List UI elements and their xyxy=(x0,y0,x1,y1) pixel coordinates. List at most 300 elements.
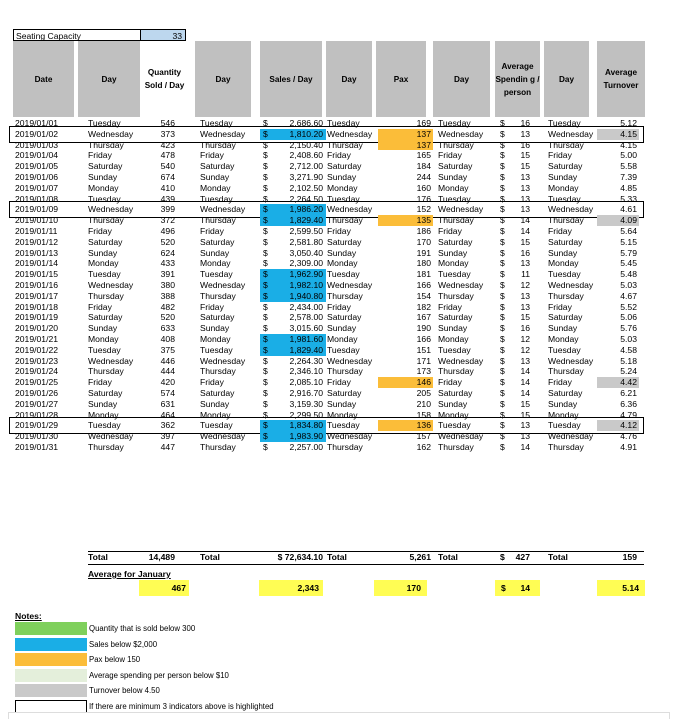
cell-day[interactable]: Tuesday xyxy=(88,420,121,431)
cell-turnover[interactable]: 6.36 xyxy=(620,398,637,409)
cell-day[interactable]: Tuesday xyxy=(438,269,471,280)
cell-day[interactable]: Friday xyxy=(88,226,112,236)
cell-day[interactable]: Friday xyxy=(200,301,224,312)
cell-date[interactable]: 2019/01/27 xyxy=(15,398,59,409)
cell-day[interactable]: Thursday xyxy=(548,215,584,226)
cell-avg-spending[interactable] xyxy=(495,388,535,399)
cell-day[interactable]: Wednesday xyxy=(438,355,484,366)
cell-sales[interactable] xyxy=(260,388,326,399)
cell-day[interactable]: Sunday xyxy=(327,172,357,182)
cell-day[interactable]: Saturday xyxy=(327,312,362,323)
cell-pax[interactable]: 176 xyxy=(416,193,431,204)
cell-pax[interactable]: 167 xyxy=(416,312,431,323)
cell-day[interactable]: Saturday xyxy=(327,236,362,247)
cell-day[interactable]: Tuesday xyxy=(88,118,121,128)
cell-day[interactable]: Thursday xyxy=(438,290,474,301)
cell-day[interactable]: Wednesday xyxy=(200,204,246,215)
cell-avg-spending[interactable] xyxy=(495,302,535,313)
cell-day[interactable]: Friday xyxy=(548,150,572,161)
cell-qty[interactable]: 574 xyxy=(160,388,175,398)
cell-day[interactable]: Friday xyxy=(200,226,224,236)
cell-qty[interactable]: 439 xyxy=(160,193,175,204)
cell-turnover[interactable]: 5.45 xyxy=(620,258,637,269)
cell-date[interactable]: 2019/01/09 xyxy=(15,204,59,215)
cell-qty[interactable]: 624 xyxy=(160,247,175,258)
cell-day[interactable]: Sunday xyxy=(548,323,578,334)
cell-pax[interactable]: 136 xyxy=(378,420,433,431)
cell-day[interactable]: Thursday xyxy=(548,366,584,377)
cell-day[interactable]: Monday xyxy=(200,258,231,269)
cell-day[interactable]: Wednesday xyxy=(88,128,134,139)
cell-avg-spending[interactable] xyxy=(495,345,535,356)
cell-qty[interactable]: 496 xyxy=(160,226,175,236)
cell-pax[interactable]: 191 xyxy=(416,247,431,258)
cell-qty[interactable]: 423 xyxy=(160,139,175,150)
cell-qty[interactable]: 375 xyxy=(160,344,175,355)
cell-day[interactable]: Saturday xyxy=(548,236,583,247)
cell-day[interactable]: Sunday xyxy=(200,323,230,334)
cell-day[interactable]: Saturday xyxy=(200,312,235,323)
cell-date[interactable]: 2019/01/30 xyxy=(15,431,59,442)
cell-day[interactable]: Saturday xyxy=(548,312,583,323)
cell-sales[interactable] xyxy=(260,366,326,377)
cell-pax[interactable]: 190 xyxy=(416,323,431,334)
cell-pax[interactable]: 160 xyxy=(416,182,431,193)
cell-date[interactable]: 2019/01/25 xyxy=(15,377,59,388)
cell-qty[interactable]: 433 xyxy=(160,258,175,269)
cell-pax[interactable]: 170 xyxy=(416,236,431,247)
cell-day[interactable]: Sunday xyxy=(88,323,118,334)
cell-avg-spending[interactable] xyxy=(495,431,535,442)
cell-pax[interactable]: 166 xyxy=(416,334,431,344)
cell-day[interactable]: Saturday xyxy=(548,161,583,172)
cell-day[interactable]: Friday xyxy=(88,301,112,312)
cell-turnover[interactable]: 5.33 xyxy=(620,193,637,204)
cell-day[interactable]: Sunday xyxy=(548,247,578,258)
cell-day[interactable]: Wednesday xyxy=(327,128,373,139)
cell-qty[interactable]: 444 xyxy=(160,366,175,377)
cell-day[interactable]: Wednesday xyxy=(438,280,484,290)
cell-day[interactable]: Tuesday xyxy=(88,193,121,204)
cell-day[interactable]: Friday xyxy=(438,226,462,236)
cell-qty[interactable]: 447 xyxy=(160,442,175,452)
cell-day[interactable]: Thursday xyxy=(88,366,124,377)
cell-day[interactable]: Saturday xyxy=(88,236,123,247)
cell-day[interactable]: Thursday xyxy=(548,290,584,301)
cell-day[interactable]: Saturday xyxy=(88,161,123,172)
cell-day[interactable]: Wednesday xyxy=(200,355,246,366)
cell-day[interactable]: Monday xyxy=(548,182,579,193)
cell-day[interactable]: Monday xyxy=(438,409,469,420)
cell-day[interactable]: Wednesday xyxy=(548,355,594,366)
cell-day[interactable]: Tuesday xyxy=(200,344,233,355)
cell-date[interactable]: 2019/01/17 xyxy=(15,290,59,301)
cell-day[interactable]: Thursday xyxy=(327,366,363,377)
cell-day[interactable]: Monday xyxy=(200,334,231,344)
cell-day[interactable]: Tuesday xyxy=(438,344,471,355)
cell-sales[interactable] xyxy=(260,302,326,313)
cell-sales[interactable] xyxy=(260,377,326,388)
cell-turnover[interactable]: 4.58 xyxy=(620,344,637,355)
cell-pax[interactable]: 151 xyxy=(416,344,431,355)
cell-date[interactable]: 2019/01/21 xyxy=(15,334,59,344)
cell-day[interactable]: Monday xyxy=(88,182,119,193)
cell-qty[interactable]: 520 xyxy=(160,312,175,323)
cell-date[interactable]: 2019/01/26 xyxy=(15,388,59,398)
cell-day[interactable]: Tuesday xyxy=(548,118,581,128)
cell-turnover[interactable]: 4.15 xyxy=(597,129,639,140)
cell-avg-spending[interactable] xyxy=(495,269,535,280)
cell-avg-spending[interactable] xyxy=(495,183,535,194)
cell-sales[interactable] xyxy=(260,323,326,334)
cell-avg-spending[interactable] xyxy=(495,291,535,302)
cell-qty[interactable]: 478 xyxy=(160,150,175,161)
cell-date[interactable]: 2019/01/28 xyxy=(15,409,59,420)
cell-qty[interactable]: 520 xyxy=(160,236,175,247)
cell-day[interactable]: Monday xyxy=(438,182,469,193)
cell-pax[interactable]: 137 xyxy=(378,129,433,140)
cell-day[interactable]: Thursday xyxy=(327,442,363,452)
cell-qty[interactable]: 408 xyxy=(160,334,175,344)
cell-qty[interactable]: 674 xyxy=(160,172,175,182)
cell-turnover[interactable]: 5.03 xyxy=(620,334,637,344)
cell-pax[interactable]: 154 xyxy=(416,290,431,301)
cell-day[interactable]: Friday xyxy=(200,377,224,388)
cell-sales[interactable] xyxy=(260,356,326,367)
cell-day[interactable]: Sunday xyxy=(548,172,578,182)
cell-day[interactable]: Thursday xyxy=(88,442,124,452)
cell-day[interactable]: Wednesday xyxy=(438,128,484,139)
cell-date[interactable]: 2019/01/20 xyxy=(15,323,59,334)
cell-day[interactable]: Monday xyxy=(438,334,469,344)
cell-day[interactable]: Sunday xyxy=(327,398,357,409)
cell-sales[interactable] xyxy=(260,399,326,410)
cell-day[interactable]: Tuesday xyxy=(438,193,471,204)
cell-pax[interactable]: 210 xyxy=(416,398,431,409)
cell-turnover[interactable]: 5.06 xyxy=(620,312,637,323)
cell-turnover[interactable]: 4.85 xyxy=(620,182,637,193)
cell-date[interactable]: 2019/01/04 xyxy=(15,150,59,161)
cell-turnover[interactable]: 4.91 xyxy=(620,442,637,452)
cell-turnover[interactable]: 4.79 xyxy=(620,409,637,420)
cell-sales[interactable] xyxy=(260,312,326,323)
cell-qty[interactable]: 546 xyxy=(160,118,175,128)
cell-day[interactable]: Tuesday xyxy=(200,193,233,204)
cell-day[interactable]: Thursday xyxy=(438,442,474,452)
cell-day[interactable]: Sunday xyxy=(438,323,468,334)
cell-day[interactable]: Friday xyxy=(438,377,462,388)
cell-qty[interactable]: 397 xyxy=(160,431,175,442)
cell-day[interactable]: Thursday xyxy=(88,290,124,301)
cell-sales[interactable] xyxy=(260,140,326,151)
cell-turnover[interactable]: 4.76 xyxy=(620,431,637,442)
cell-date[interactable]: 2019/01/29 xyxy=(15,420,59,431)
cell-day[interactable]: Thursday xyxy=(327,290,363,301)
cell-day[interactable]: Wednesday xyxy=(327,431,373,442)
cell-day[interactable]: Wednesday xyxy=(200,128,246,139)
cell-day[interactable]: Friday xyxy=(548,226,572,236)
cell-date[interactable]: 2019/01/01 xyxy=(15,118,59,128)
cell-avg-spending[interactable] xyxy=(495,377,535,388)
cell-day[interactable]: Saturday xyxy=(438,312,473,323)
cell-qty[interactable]: 372 xyxy=(160,215,175,226)
cell-sales[interactable] xyxy=(260,215,326,226)
cell-date[interactable]: 2019/01/16 xyxy=(15,280,59,290)
cell-turnover[interactable]: 5.24 xyxy=(620,366,637,377)
cell-day[interactable]: Tuesday xyxy=(327,420,360,431)
cell-day[interactable]: Wednesday xyxy=(88,431,134,442)
cell-day[interactable]: Friday xyxy=(327,226,351,236)
cell-qty[interactable]: 380 xyxy=(160,280,175,290)
cell-day[interactable]: Wednesday xyxy=(327,204,373,215)
seating-capacity-value[interactable]: 33 xyxy=(141,29,186,41)
cell-qty[interactable]: 633 xyxy=(160,323,175,334)
cell-day[interactable]: Wednesday xyxy=(438,431,484,442)
cell-day[interactable]: Friday xyxy=(548,301,572,312)
cell-sales[interactable] xyxy=(260,226,326,237)
cell-date[interactable]: 2019/01/14 xyxy=(15,258,59,269)
cell-turnover[interactable]: 5.64 xyxy=(620,226,637,236)
cell-turnover[interactable]: 4.61 xyxy=(620,204,637,215)
cell-day[interactable]: Saturday xyxy=(438,236,473,247)
cell-day[interactable]: Thursday xyxy=(200,139,236,150)
cell-day[interactable]: Wednesday xyxy=(548,204,594,215)
cell-turnover[interactable]: 4.09 xyxy=(597,215,639,226)
cell-day[interactable]: Saturday xyxy=(200,161,235,172)
cell-day[interactable]: Monday xyxy=(327,334,358,344)
cell-day[interactable]: Friday xyxy=(438,301,462,312)
cell-date[interactable]: 2019/01/19 xyxy=(15,312,59,323)
cell-sales[interactable] xyxy=(260,258,326,269)
cell-pax[interactable]: 173 xyxy=(416,366,431,377)
cell-day[interactable]: Tuesday xyxy=(327,344,360,355)
cell-day[interactable]: Sunday xyxy=(438,398,468,409)
cell-day[interactable]: Thursday xyxy=(200,366,236,377)
cell-date[interactable]: 2019/01/07 xyxy=(15,182,59,193)
cell-day[interactable]: Wednesday xyxy=(548,128,594,139)
cell-day[interactable]: Monday xyxy=(327,409,358,420)
cell-avg-spending[interactable] xyxy=(495,280,535,291)
cell-pax[interactable]: 146 xyxy=(378,377,433,388)
cell-day[interactable]: Tuesday xyxy=(548,420,581,431)
cell-turnover[interactable]: 6.21 xyxy=(620,388,637,398)
cell-day[interactable]: Sunday xyxy=(200,247,230,258)
cell-avg-spending[interactable] xyxy=(495,356,535,367)
cell-day[interactable]: Saturday xyxy=(327,388,362,398)
cell-date[interactable]: 2019/01/22 xyxy=(15,344,59,355)
cell-day[interactable]: Friday xyxy=(327,377,351,388)
cell-avg-spending[interactable] xyxy=(495,323,535,334)
cell-sales[interactable] xyxy=(260,345,326,356)
cell-day[interactable]: Saturday xyxy=(88,388,123,398)
cell-date[interactable]: 2019/01/05 xyxy=(15,161,59,172)
cell-avg-spending[interactable] xyxy=(495,366,535,377)
cell-day[interactable]: Tuesday xyxy=(327,193,360,204)
cell-pax[interactable]: 166 xyxy=(416,280,431,290)
cell-day[interactable]: Monday xyxy=(200,409,231,420)
cell-avg-spending[interactable] xyxy=(495,258,535,269)
cell-avg-spending[interactable] xyxy=(495,150,535,161)
cell-pax[interactable]: 158 xyxy=(416,409,431,420)
cell-day[interactable]: Sunday xyxy=(438,172,468,182)
cell-day[interactable]: Wednesday xyxy=(88,280,134,290)
cell-pax[interactable]: 186 xyxy=(416,226,431,236)
cell-qty[interactable]: 373 xyxy=(160,128,175,139)
cell-turnover[interactable]: 5.52 xyxy=(620,301,637,312)
cell-day[interactable]: Tuesday xyxy=(327,118,360,128)
cell-day[interactable]: Thursday xyxy=(200,442,236,452)
cell-sales[interactable] xyxy=(260,237,326,248)
cell-day[interactable]: Monday xyxy=(438,258,469,269)
cell-sales[interactable] xyxy=(260,334,326,345)
cell-qty[interactable]: 482 xyxy=(160,301,175,312)
cell-day[interactable]: Saturday xyxy=(200,388,235,398)
cell-sales[interactable] xyxy=(260,172,326,183)
cell-turnover[interactable]: 5.03 xyxy=(620,280,637,290)
cell-pax[interactable]: 157 xyxy=(416,431,431,442)
cell-sales[interactable] xyxy=(260,161,326,172)
cell-sales[interactable] xyxy=(260,150,326,161)
cell-avg-spending[interactable] xyxy=(495,312,535,323)
cell-avg-spending[interactable] xyxy=(495,172,535,183)
cell-turnover[interactable]: 5.58 xyxy=(620,161,637,172)
cell-day[interactable]: Tuesday xyxy=(200,118,233,128)
cell-qty[interactable]: 540 xyxy=(160,161,175,172)
cell-day[interactable]: Thursday xyxy=(327,215,363,226)
cell-day[interactable]: Saturday xyxy=(438,388,473,398)
cell-pax[interactable]: 162 xyxy=(416,442,431,452)
cell-day[interactable]: Wednesday xyxy=(438,204,484,215)
cell-sales[interactable] xyxy=(260,291,326,302)
cell-day[interactable]: Thursday xyxy=(548,139,584,150)
cell-date[interactable]: 2019/01/08 xyxy=(15,193,59,204)
cell-day[interactable]: Saturday xyxy=(200,236,235,247)
cell-avg-spending[interactable] xyxy=(495,140,535,151)
cell-day[interactable]: Thursday xyxy=(438,139,474,150)
cell-day[interactable]: Wednesday xyxy=(327,355,373,366)
cell-turnover[interactable]: 4.12 xyxy=(597,420,639,431)
cell-day[interactable]: Thursday xyxy=(200,290,236,301)
cell-day[interactable]: Saturday xyxy=(327,161,362,172)
cell-day[interactable]: Monday xyxy=(548,258,579,269)
cell-day[interactable]: Thursday xyxy=(88,215,124,226)
cell-day[interactable]: Saturday xyxy=(438,161,473,172)
cell-day[interactable]: Thursday xyxy=(200,215,236,226)
cell-day[interactable]: Wednesday xyxy=(88,204,134,215)
cell-pax[interactable]: 171 xyxy=(416,355,431,366)
cell-day[interactable]: Friday xyxy=(88,150,112,161)
cell-day[interactable]: Tuesday xyxy=(548,344,581,355)
cell-qty[interactable]: 631 xyxy=(160,398,175,409)
cell-date[interactable]: 2019/01/02 xyxy=(15,128,59,139)
cell-date[interactable]: 2019/01/11 xyxy=(15,226,58,236)
cell-avg-spending[interactable] xyxy=(495,442,535,453)
cell-pax[interactable]: 169 xyxy=(416,118,431,128)
cell-turnover[interactable]: 4.15 xyxy=(620,139,637,150)
cell-turnover[interactable]: 7.39 xyxy=(620,172,637,182)
cell-date[interactable]: 2019/01/10 xyxy=(15,215,59,226)
cell-pax[interactable]: 180 xyxy=(416,258,431,269)
cell-date[interactable]: 2019/01/06 xyxy=(15,172,59,182)
cell-turnover[interactable]: 5.12 xyxy=(620,118,637,128)
cell-day[interactable]: Monday xyxy=(88,258,119,269)
cell-turnover[interactable]: 4.67 xyxy=(620,290,637,301)
cell-day[interactable]: Friday xyxy=(200,150,224,161)
cell-turnover[interactable]: 5.18 xyxy=(620,355,637,366)
cell-sales[interactable] xyxy=(260,248,326,259)
cell-day[interactable]: Friday xyxy=(327,150,351,161)
cell-day[interactable]: Tuesday xyxy=(548,269,581,280)
cell-date[interactable]: 2019/01/15 xyxy=(15,269,59,280)
cell-sales[interactable] xyxy=(260,431,326,442)
cell-avg-spending[interactable] xyxy=(495,248,535,259)
cell-day[interactable]: Monday xyxy=(200,182,231,193)
cell-day[interactable]: Sunday xyxy=(548,398,578,409)
cell-date[interactable]: 2019/01/13 xyxy=(15,247,59,258)
cell-day[interactable]: Wednesday xyxy=(327,280,373,290)
cell-day[interactable]: Sunday xyxy=(327,247,357,258)
cell-day[interactable]: Sunday xyxy=(88,247,118,258)
cell-sales[interactable] xyxy=(260,183,326,194)
cell-qty[interactable]: 410 xyxy=(160,182,175,193)
cell-day[interactable]: Friday xyxy=(548,377,572,388)
cell-day[interactable]: Friday xyxy=(88,377,112,388)
cell-qty[interactable]: 388 xyxy=(160,290,175,301)
cell-avg-spending[interactable] xyxy=(495,334,535,345)
cell-pax[interactable]: 181 xyxy=(416,269,431,280)
cell-turnover[interactable]: 5.79 xyxy=(620,247,637,258)
cell-pax[interactable]: 165 xyxy=(416,150,431,161)
cell-day[interactable]: Sunday xyxy=(88,172,118,182)
cell-day[interactable]: Sunday xyxy=(200,172,230,182)
cell-pax[interactable]: 244 xyxy=(416,172,431,182)
cell-day[interactable]: Monday xyxy=(88,334,119,344)
cell-turnover[interactable]: 5.76 xyxy=(620,323,637,334)
cell-pax[interactable]: 205 xyxy=(416,388,431,398)
cell-qty[interactable]: 362 xyxy=(160,420,175,431)
cell-day[interactable]: Saturday xyxy=(548,388,583,398)
cell-avg-spending[interactable] xyxy=(495,226,535,237)
cell-sales[interactable] xyxy=(260,269,326,280)
cell-date[interactable]: 2019/01/03 xyxy=(15,139,59,150)
cell-pax[interactable]: 184 xyxy=(416,161,431,172)
cell-day[interactable]: Thursday xyxy=(88,139,124,150)
cell-day[interactable]: Thursday xyxy=(438,215,474,226)
cell-day[interactable]: Monday xyxy=(548,334,579,344)
cell-day[interactable]: Tuesday xyxy=(548,193,581,204)
cell-avg-spending[interactable] xyxy=(495,161,535,172)
cell-day[interactable]: Tuesday xyxy=(88,269,121,280)
cell-day[interactable]: Wednesday xyxy=(200,431,246,442)
cell-day[interactable]: Tuesday xyxy=(88,344,121,355)
cell-day[interactable]: Saturday xyxy=(88,312,123,323)
cell-day[interactable]: Wednesday xyxy=(548,280,594,290)
cell-day[interactable]: Friday xyxy=(438,150,462,161)
cell-day[interactable]: Tuesday xyxy=(200,269,233,280)
cell-sales[interactable] xyxy=(260,442,326,453)
cell-pax[interactable]: 152 xyxy=(416,204,431,215)
cell-day[interactable]: Wednesday xyxy=(548,431,594,442)
cell-turnover[interactable]: 5.15 xyxy=(620,236,637,247)
cell-day[interactable]: Monday xyxy=(327,258,358,269)
cell-day[interactable]: Tuesday xyxy=(200,420,233,431)
cell-pax[interactable]: 137 xyxy=(378,140,433,151)
cell-avg-spending[interactable] xyxy=(495,399,535,410)
cell-day[interactable]: Tuesday xyxy=(327,269,360,280)
cell-qty[interactable]: 464 xyxy=(160,409,175,420)
cell-day[interactable]: Thursday xyxy=(327,139,363,150)
cell-qty[interactable]: 399 xyxy=(160,204,175,215)
